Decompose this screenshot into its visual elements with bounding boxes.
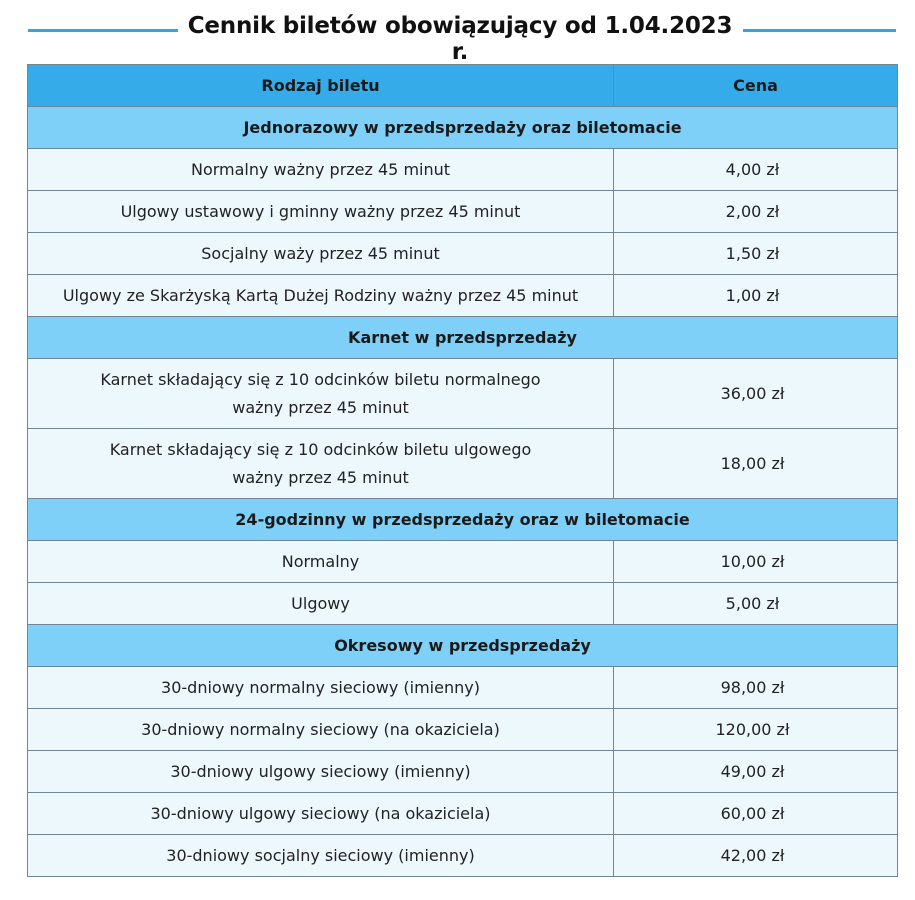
ticket-name-line: ważny przez 45 minut	[232, 467, 409, 487]
title-decor-line-left	[28, 29, 178, 32]
ticket-name: Ulgowy	[28, 583, 614, 625]
ticket-name: Ulgowy ustawowy i gminny ważny przez 45 minut	[28, 191, 614, 233]
table-row	[28, 233, 898, 275]
table-row	[28, 541, 898, 583]
ticket-price: 18,00 zł	[614, 429, 898, 499]
ticket-name: 30-dniowy ulgowy sieciowy (na okaziciela)	[28, 793, 614, 835]
ticket-price: 42,00 zł	[614, 835, 898, 877]
ticket-name-line: ważny przez 45 minut	[232, 397, 409, 417]
ticket-price: 2,00 zł	[614, 191, 898, 233]
column-header-ticket-type: Rodzaj biletu	[28, 65, 614, 107]
table-row	[28, 191, 898, 233]
title-decor-line-right	[743, 29, 896, 32]
ticket-price: 98,00 zł	[614, 667, 898, 709]
section-title: 24-godzinny w przedsprzedaży oraz w biletomacie	[28, 499, 898, 541]
section-title: Okresowy w przedsprzedaży	[28, 625, 898, 667]
table-row	[28, 751, 898, 793]
section-row	[28, 317, 898, 359]
table-row	[28, 359, 898, 429]
ticket-price: 1,50 zł	[614, 233, 898, 275]
ticket-name	[28, 359, 614, 429]
table-row	[28, 793, 898, 835]
ticket-name	[28, 429, 614, 499]
section-row	[28, 499, 898, 541]
section-row	[28, 107, 898, 149]
ticket-price: 5,00 zł	[614, 583, 898, 625]
table-row	[28, 583, 898, 625]
ticket-name: 30-dniowy normalny sieciowy (imienny)	[28, 667, 614, 709]
section-title: Jednorazowy w przedsprzedaży oraz biletomacie	[28, 107, 898, 149]
table-row	[28, 149, 898, 191]
table-row	[28, 835, 898, 877]
table-header-row	[28, 65, 898, 107]
column-header-price: Cena	[614, 65, 898, 107]
table-row	[28, 709, 898, 751]
title-bar	[0, 0, 915, 65]
ticket-price: 60,00 zł	[614, 793, 898, 835]
ticket-price: 36,00 zł	[614, 359, 898, 429]
table-row	[28, 275, 898, 317]
ticket-name: 30-dniowy ulgowy sieciowy (imienny)	[28, 751, 614, 793]
ticket-name: 30-dniowy socjalny sieciowy (imienny)	[28, 835, 614, 877]
ticket-name: Socjalny waży przez 45 minut	[28, 233, 614, 275]
ticket-name: 30-dniowy normalny sieciowy (na okaziciela)	[28, 709, 614, 751]
ticket-name: Normalny	[28, 541, 614, 583]
ticket-price: 49,00 zł	[614, 751, 898, 793]
ticket-name-line: Karnet składający się z 10 odcinków biletu normalnego	[100, 369, 541, 389]
table-row	[28, 429, 898, 499]
page-title: Cennik biletów obowiązujący od 1.04.2023 r.	[187, 13, 733, 65]
ticket-name: Normalny ważny przez 45 minut	[28, 149, 614, 191]
section-row	[28, 625, 898, 667]
ticket-price: 120,00 zł	[614, 709, 898, 751]
ticket-name-line: Karnet składający się z 10 odcinków biletu ulgowego	[109, 439, 532, 459]
section-title: Karnet w przedsprzedaży	[28, 317, 898, 359]
price-table	[27, 64, 898, 877]
ticket-price: 10,00 zł	[614, 541, 898, 583]
ticket-price: 1,00 zł	[614, 275, 898, 317]
ticket-name: Ulgowy ze Skarżyską Kartą Dużej Rodziny ważny przez 45 minut	[28, 275, 614, 317]
ticket-price: 4,00 zł	[614, 149, 898, 191]
table-row	[28, 667, 898, 709]
